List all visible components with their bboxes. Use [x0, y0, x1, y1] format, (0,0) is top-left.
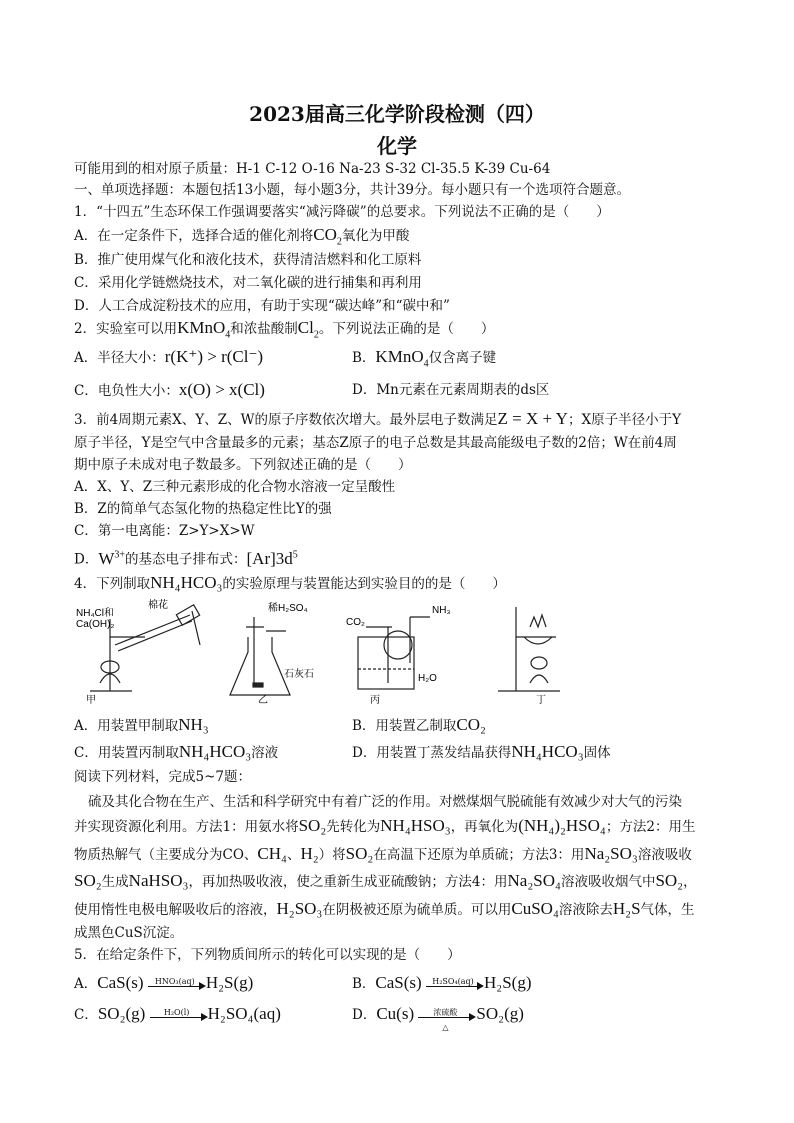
q3-d-label: D． [74, 551, 99, 568]
r4-c: 溶液吸收烟气中 [560, 874, 656, 890]
q5-option-a [74, 974, 253, 993]
bing-co2-label: CO₂ [346, 617, 365, 628]
r5-b: 在阴极被还原为硫单质。可以用 [322, 902, 512, 918]
q2-kmno4-text: KMnO [177, 318, 226, 337]
q5-a-cond: HNO₃(aq) [154, 976, 195, 986]
q5-b-label: B． [352, 976, 376, 992]
q2-cl2: $Cl_2$ [297, 318, 319, 341]
q2-c-label: C．电负性大小： [74, 383, 179, 399]
r3-d: 溶液吸收 [637, 847, 692, 863]
q3-d-config-text: [Ar]3d [246, 548, 293, 568]
q4-a-text: A．用装置甲制取 [74, 718, 179, 734]
r4-d: ， [683, 874, 697, 890]
q5-c-arrow [150, 1009, 208, 1023]
q5-stem: 5．在给定条件下，下列物质间所示的转化可以实现的是（ ） [74, 947, 461, 963]
r2-c: ，再氧化为 [450, 819, 519, 835]
reading-line-2 [74, 817, 695, 836]
q4-stem [74, 574, 506, 593]
r3-na2so3: Na₂SO₃ [584, 844, 638, 863]
q2-option-a [74, 348, 263, 367]
bing-h2o-label: H₂O [418, 673, 437, 684]
r4-b: ，再加热吸收液，使之重新生成亚硫酸钠；方法4：用 [188, 874, 508, 890]
reading-intro: 阅读下列材料，完成5~7题： [74, 769, 251, 785]
q2-b-label: B． [352, 350, 376, 366]
r5-cuso4: CuSO₄ [511, 899, 559, 918]
q3-d-ion [98, 549, 125, 568]
r3-c: 在高温下还原为单质硫；方法3：用 [373, 847, 585, 863]
q3-condition-formula: Z = X + Y [497, 409, 568, 428]
q2-b-formula: KMnO$_4$ [375, 347, 429, 370]
r3-b: ）将 [318, 847, 346, 863]
q3-line2: 原子半径，Y是空气中含量最多的元素；基态Z原子的电子总数是其最高能级电子数的2倍；W在前4周 [74, 435, 677, 451]
reading-line-5 [74, 900, 695, 919]
q4-a-formula: NH₃ [178, 715, 209, 734]
r4-a: 生成 [101, 874, 129, 890]
q3-line1 [74, 410, 681, 429]
apparatus-yi [230, 617, 290, 695]
ding-caption: 丁 [536, 695, 546, 705]
q2-a-label: A．半径大小： [74, 350, 165, 366]
q5-a-right: H₂S(g) [205, 973, 254, 992]
q5-a-arrow [148, 978, 206, 992]
reading-line-6: 成黑色CuS沉淀。 [74, 925, 184, 941]
q3-option-d [74, 546, 298, 569]
atomic-masses: 可能用到的相对原子质量：H-1 C-12 O-16 Na-23 S-32 Cl-35.5 K-39 Cu-64 [74, 161, 551, 177]
q5-option-b [352, 974, 531, 993]
r4-so2b: SO₂ [655, 871, 684, 890]
q4-option-d [352, 743, 611, 762]
r4-so2: SO₂ [74, 871, 102, 890]
yi-caption: 乙 [258, 695, 268, 705]
r5-a: 使用惰性电极电解吸收后的溶液， [74, 902, 277, 918]
jia-reagent-label-2: Ca(OH)₂ [76, 619, 115, 630]
q4-c-tail: 溶液 [251, 745, 279, 761]
q4-stem-b: 的实验原理与装置能达到实验目的的是（ ） [222, 576, 506, 592]
q3-line1-b: ；X原子半径小于Y [567, 412, 681, 428]
q3-d-charge: 3+ [114, 549, 126, 560]
q5-d-left: Cu(s) [376, 1004, 415, 1023]
q2-stem-a: 2．实验室可以用 [74, 321, 178, 337]
q5-c-label: C． [74, 1007, 98, 1023]
q3-d-w: W [98, 548, 115, 568]
reading-line-3: 物质热解气（主要成分为CO、CH₄、H₂）将SO₂在高温下还原为单质硫；方法3：用Na₂SO₃溶液吸收 [74, 844, 692, 863]
apparatus-figure [70, 597, 600, 705]
q1-stem: 1．“十四五”生态环保工作强调要落实“减污降碳”的总要求。下列说法不正确的是（ ） [74, 204, 610, 220]
jia-caption: 甲 [86, 695, 96, 705]
r3-a: 物质热解气（主要成分为CO、 [74, 847, 258, 863]
section-heading: 一、单项选择题：本题包括13小题，每小题3分，共计39分。每小题只有一个选项符合题意。 [74, 182, 630, 198]
r4-nahso3: NaHSO₃ [128, 871, 189, 890]
q2-b-kmno: KMnO [375, 347, 424, 366]
q1-option-b: B．推广使用煤气化和液化技术，获得清洁燃料和化工原料 [74, 252, 422, 268]
q3-d-config [247, 549, 298, 568]
r5-d: 气体，生 [640, 902, 695, 918]
q4-option-c [74, 743, 278, 762]
r2-a: 并实现资源化利用。方法1：用氨水将 [74, 819, 299, 835]
q4-b-formula: CO₂ [456, 715, 486, 734]
q2-a-formula: r(K⁺) > r(Cl⁻) [164, 347, 264, 366]
q1-a-text: A．在一定条件下，选择合适的催化剂将 [74, 228, 314, 244]
q5-a-label: A． [74, 976, 98, 992]
q4-b-text: B．用装置乙制取 [352, 718, 457, 734]
jia-reagent-label: NH₄Cl和 [76, 608, 114, 619]
r2-b: 先转化为 [326, 819, 381, 835]
q5-b-left: CaS(s) [375, 973, 422, 992]
q4-c-formula: NH₄HCO₃ [178, 742, 252, 761]
r2-so2: SO₂ [298, 816, 327, 835]
jia-cotton-label: 棉花 [148, 600, 168, 611]
q4-d-text: D．用装置丁蒸发结晶获得 [352, 745, 512, 761]
q3-option-b: B．Z的简单气态氢化物的热稳定性比Y的强 [74, 501, 332, 517]
q2-kmno4: KMnO$_4$ [177, 318, 231, 341]
q2-option-b [352, 348, 496, 373]
r2-nh42hso4: (NH₄)₂HSO₄ [518, 816, 606, 835]
q4-stem-a: 4．下列制取 [74, 576, 151, 592]
q5-c-left: SO₂(g) [97, 1004, 146, 1023]
q1-option-d: D．人工合成淀粉技术的应用，有助于实现“碳达峰”和“碳中和” [74, 298, 450, 314]
q3-d-exp: 5 [292, 549, 298, 560]
q5-a-left: CaS(s) [97, 973, 144, 992]
q2-stem [74, 319, 494, 344]
q3-line1-a: 3．前4周期元素X、Y、Z、W的原子序数依次增大。最外层电子数满足 [74, 412, 498, 428]
q5-b-cond: H₂SO₄(aq) [432, 976, 474, 986]
q4-option-a [74, 716, 209, 735]
q3-d-text: 的基态电子排布式： [125, 551, 247, 568]
q2-b-text: 仅含离子键 [428, 350, 497, 366]
q3-option-a: A．X、Y、Z三种元素形成的化合物水溶液一定呈酸性 [74, 479, 396, 495]
q4-d-formula: NH₄HCO₃ [511, 742, 584, 761]
q1-option-a [74, 226, 409, 251]
yi-acid-label: 稀H₂SO₄ [268, 603, 308, 614]
q1-a-formula: $CO_2$ [313, 225, 342, 248]
bing-nh3-label: NH₃ [432, 605, 451, 616]
yi-stone-label: 石灰石 [284, 669, 314, 680]
q5-c-cond: H₂O(l) [163, 1007, 190, 1017]
q4-option-b [352, 716, 486, 735]
exam-subject: 化学 [377, 134, 417, 158]
q5-d-arrow [418, 1007, 476, 1032]
q5-c-right: H₂SO₄(aq) [207, 1004, 281, 1023]
r3-h2: H₂ [300, 844, 319, 863]
q2-cl-text: Cl [297, 318, 314, 337]
exam-title: 2023届高三化学阶段检测（四） [249, 102, 545, 126]
r2-d: ；方法2：用生 [605, 819, 696, 835]
q5-d-label: D． [352, 1007, 377, 1023]
q1-option-c: C．采用化学链燃烧技术，对二氧化碳的进行捕集和再利用 [74, 275, 422, 291]
r5-c: 溶液除去 [558, 902, 613, 918]
bing-caption: 丙 [370, 695, 380, 705]
q3-option-c: C．第一电离能：Z>Y>X>W [74, 523, 255, 539]
q1-a-tail: 氧化为甲酸 [341, 228, 410, 244]
reading-line-4 [74, 872, 697, 891]
q1-a-co: CO [313, 225, 337, 244]
r3-ch4: CH₄ [257, 844, 287, 863]
q2-stem-c: 。下列说法正确的是（ ） [318, 321, 495, 337]
q4-stem-formula: NH₄HCO₃ [150, 573, 223, 592]
r3-so2: SO₂ [345, 844, 374, 863]
q2-option-d: D．Mn元素在元素周期表的ds区 [352, 382, 550, 398]
q2-c-formula: x(O) > x(Cl) [178, 380, 265, 399]
q4-c-text: C．用装置丙制取 [74, 745, 179, 761]
q5-d-right: SO₂(g) [476, 1004, 524, 1023]
q2-stem-b: 和浓盐酸制 [230, 321, 298, 337]
q2-option-c [74, 381, 265, 400]
q5-d-cond: 浓硫酸 [433, 1007, 458, 1017]
reading-line-1: 硫及其化合物在生产、生活和科学研究中有着广泛的作用。对燃煤烟气脱硫能有效减少对大气的污染 [88, 794, 682, 810]
q5-b-right: H₂S(g) [484, 973, 532, 992]
q5-option-d [352, 1004, 524, 1032]
r5-h2so3: H₂SO₃ [276, 899, 323, 918]
q4-d-tail: 固体 [583, 745, 611, 761]
q5-b-arrow [426, 978, 484, 992]
r4-na2so4: Na₂SO₄ [507, 871, 561, 890]
q3-line3: 期中原子未成对电子数最多。下列叙述正确的是（ ） [74, 457, 412, 473]
r5-h2s: H₂S [612, 899, 641, 918]
q5-option-c [74, 1005, 281, 1024]
apparatus-ding [498, 607, 560, 691]
r2-nh4hso3: NH₄HSO₃ [380, 816, 451, 835]
q5-d-cond2: △ [442, 1022, 449, 1032]
